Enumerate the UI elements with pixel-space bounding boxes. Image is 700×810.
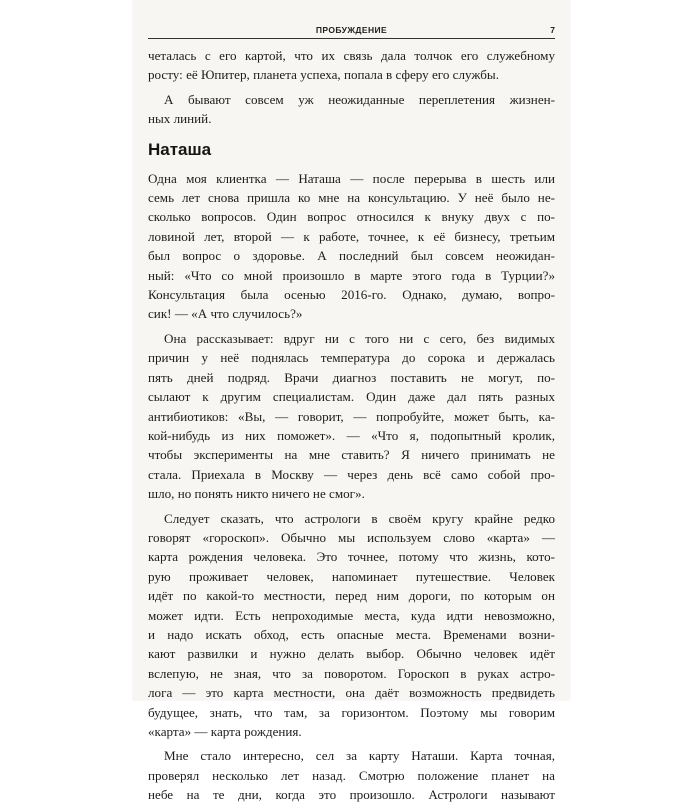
text-line: ловиной лет, второй — к работе, точнее, к её бизнесу, третьим: [148, 228, 555, 244]
text-line: Консультация была осенью 2016-го. Однако, думаю, вопро-: [148, 287, 555, 303]
text-line: сик! — «А что случилось?»: [148, 306, 303, 322]
text-line: Мне стало интересно, сел за карту Наташи. Карта точная,: [164, 748, 555, 764]
text-line: идёт по какой-то местности, перед ним дороги, по которым он: [148, 588, 555, 604]
text-line: причин у неё поднялась температура до сорока и держалась: [148, 350, 555, 366]
text-line: Она рассказывает: вдруг ни с того ни с сего, без видимых: [164, 330, 555, 346]
book-page: [133, 0, 570, 803]
page-body: [148, 46, 555, 810]
running-title: ПРОБУЖДЕНИЕ: [315, 25, 388, 35]
text-line: кают развилки и нужно делать выбор. Обычно человек идёт: [148, 646, 555, 662]
text-line: ных линий.: [148, 111, 212, 127]
text-line: сколько вопросов. Один вопрос относился к внуку двух с по-: [148, 209, 555, 225]
text-line: говорят «гороскоп». Обычно мы используем слово «карта» —: [148, 529, 555, 545]
text-line: шло, но понять никто ничего не смог».: [148, 486, 365, 502]
text-line: сылают к другим специалистам. Один даже дал пять разных: [148, 389, 555, 405]
paragraph: [148, 329, 555, 504]
text-line: пять дней подряд. Врачи диагноз поставить не могут, по-: [148, 369, 555, 385]
text-line: Одна моя клиентка — Наташа — после перерыва в шесть или: [148, 170, 555, 186]
text-line: может идти. Есть непроходимые места, куда идти невозможно,: [148, 607, 555, 623]
text-line: чтобы эксперименты на мне ставить? Я ничего принимать не: [148, 447, 555, 463]
text-line: вслепую, не зная, что за поворотом. Гороскоп в руках астро-: [148, 665, 555, 681]
paragraph: [148, 46, 555, 85]
text-line: лога — это карта местности, она даёт возможность предвидеть: [148, 685, 555, 701]
text-line: проверял несколько лет назад. Смотрю положение планет на: [148, 767, 555, 783]
text-line: рую проживает человек, напоминает путешествие. Человек: [148, 568, 555, 584]
text-line: и надо искать обход, есть опасные места. Временами возни-: [148, 626, 555, 642]
page-number: 7: [550, 25, 555, 35]
text-line: будущее, знать, что там, за горизонтом. Поэтому мы говорим: [148, 704, 555, 720]
text-line: «карта» — карта рождения.: [148, 724, 302, 739]
running-header: [148, 22, 555, 39]
text-line: семь лет снова пришла ко мне на консультацию. У неё было не-: [148, 190, 555, 206]
text-line: росту: её Юпитер, планета успеха, попала в сферу его службы.: [148, 67, 499, 83]
text-line: стала. Приехала в Москву — через день всё само собой про-: [148, 466, 555, 482]
paragraph: [148, 169, 555, 324]
text-line: Следует сказать, что астрологи в своём кругу крайне редко: [164, 510, 555, 526]
text-line: карта рождения человека. Это точнее, потому что жизнь, кото-: [148, 549, 555, 565]
text-line: небе на те дни, когда это произошло. Астрологи называют: [148, 787, 555, 803]
paragraph: [148, 746, 555, 804]
text-line: четалась с его картой, что их связь дала толчок его служебному: [148, 48, 555, 63]
text-line: ный: «Что со мной произошло в марте этого года в Турции?»: [148, 267, 555, 283]
text-line: был вопрос о здоровье. А последний был совсем неожидан-: [148, 248, 555, 264]
text-line: антибиотиков: «Вы, — говорит, — попробуйте, может быть, ка-: [148, 408, 555, 424]
paragraph: [148, 90, 555, 129]
text-line: кой-нибудь из них поможет». — «Что я, подопытный кролик,: [148, 427, 555, 443]
paragraph: [148, 509, 555, 742]
text-line: А бывают совсем уж неожиданные переплетения жизнен-: [164, 91, 555, 107]
section-heading: Наташа: [148, 139, 212, 159]
